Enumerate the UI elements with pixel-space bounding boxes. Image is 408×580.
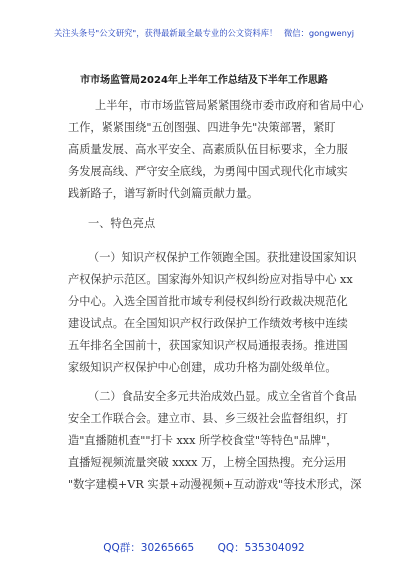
section-heading: 一、特色亮点 (88, 217, 156, 230)
paragraph-line: 分中心。入选全国首批市域专利侵权纠纷行政裁决规范化 (68, 295, 348, 308)
paragraph-line: 高质量发展、高水平安全、高素质队伍目标要求，全力服 (68, 143, 348, 156)
footer (0, 540, 408, 555)
paragraph-line: 安全工作联合会。建立市、县、乡三级社会监督组织，打 (68, 412, 348, 425)
paragraph-line: 家级知识产权保护中心创建，成功升格为副处级单位。 (68, 361, 337, 374)
paragraph-line: 五年排名全国前十，获国家知识产权局通报表扬。推进国 (68, 339, 348, 352)
paragraph-line: 践新路子，谱写新时代剑篇贡献力量。 (68, 187, 259, 200)
paragraph-line: 直播短视频流量突破 xxxx 万，上榜全国热搜。充分运用 (68, 456, 347, 469)
footer-qq-group: QQ群：30265665 (103, 542, 195, 554)
footer-qq: QQ：535304092 (217, 542, 305, 554)
paragraph-line: 上半年，市市场监管局紧紧围绕市委市政府和省局中心 (95, 99, 364, 112)
banner-wechat-text: 微信：gongwenyj (283, 28, 355, 38)
paragraph-line: 务发展高线、严守安全底线，为勇闯中国式现代化市域实 (68, 165, 348, 178)
document-title: 市市场监管局2024年上半年工作总结及下半年工作思路 (80, 75, 328, 86)
top-banner (0, 27, 408, 39)
banner-promo-text: 关注头条号"公文研究"，获得最新最全最专业的公文资料库！ (53, 28, 278, 38)
paragraph-line: 建设试点。在全国知识产权行政保护工作绩效考核中连续 (68, 317, 348, 330)
paragraph-line: 产权保护示范区。国家海外知识产权纠纷应对指导中心 xx (68, 273, 353, 286)
paragraph-line: 造"直播随机查""打卡 xxx 所学校食堂"等特色"品牌"， (68, 434, 338, 447)
paragraph-line: （一）知识产权保护工作领跑全国。获批建设国家知识 (88, 251, 357, 264)
paragraph-line: "数字建模+VR 实景+动漫视频+互动游戏"等技术形式，深 (68, 478, 362, 491)
paragraph-line: （二）食品安全多元共治成效凸显。成立全省首个食品 (88, 390, 357, 403)
paragraph-line: 工作，紧紧围绕"五创图强、四进争先"决策部署，紧盯 (68, 121, 336, 134)
